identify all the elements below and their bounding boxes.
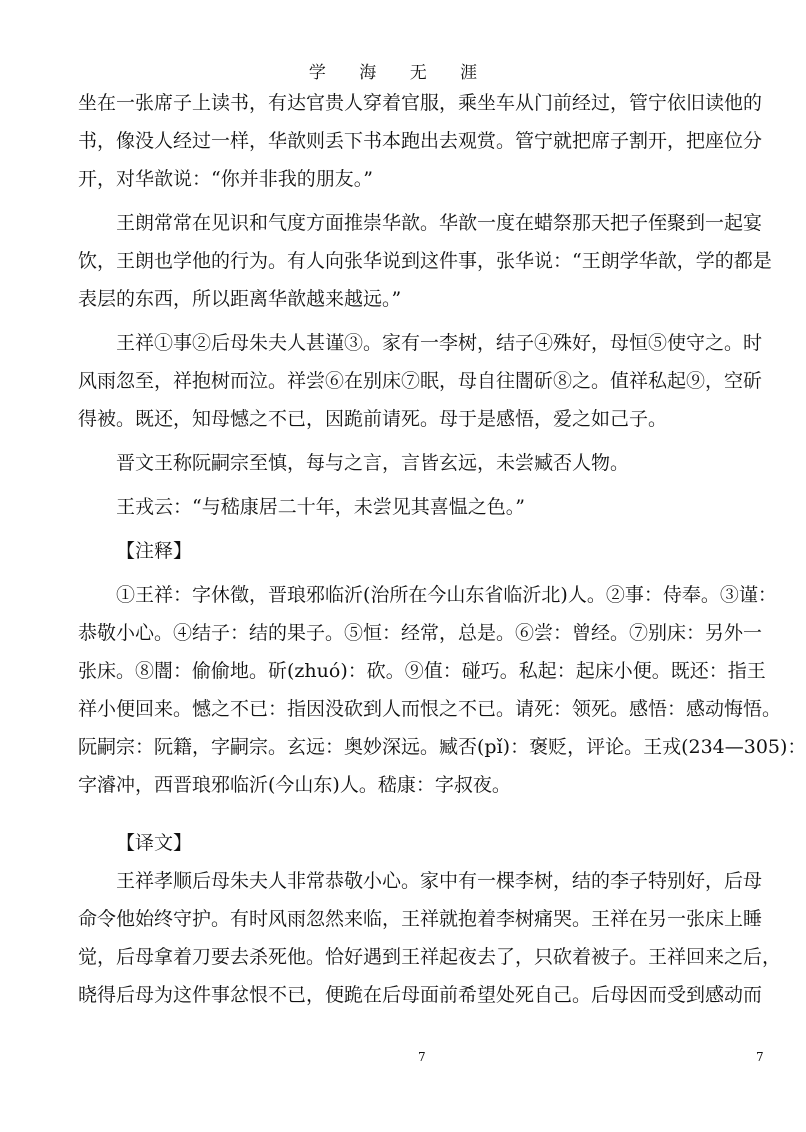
text-line: 坐在一张席子上读书，有达官贵人穿着官服，乘坐车从门前经过，管宁依旧读他的: [78, 92, 763, 114]
text-line: 晓得后母为这件事忿恨不已，便跪在后母面前希望处死自己。后母因而受到感动而: [78, 984, 763, 1006]
text-line: 表层的东西，所以距离华歆越来越远。”: [78, 288, 402, 310]
text-line: 开，对华歆说：“你并非我的朋友。”: [78, 168, 373, 190]
paragraph-start: 王朗常常在见识和气度方面推崇华歆。华歆一度在蜡祭那天把子侄聚到一起宴: [116, 212, 763, 234]
paragraph-start: 晋文王称阮嗣宗至慎，每与之言，言皆玄远，未尝臧否人物。: [116, 452, 630, 474]
text-line: 风雨忽至，祥抱树而泣。祥尝⑥在别床⑦眠，母自往闇斫⑧之。值祥私起⑨，空斫: [78, 370, 763, 392]
page-header-title: 学 海 无 涯: [308, 63, 492, 83]
paragraph-start: 王祥①事②后母朱夫人甚谨③。家有一李树，结子④殊好，母恒⑤使守之。时: [116, 332, 763, 354]
text-line: 恭敬小心。④结子：结的果子。⑤恒：经常，总是。⑥尝：曾经。⑦别床：另外一: [78, 622, 763, 644]
text-line: 觉，后母拿着刀要去杀死他。恰好遇到王祥起夜去了，只砍着被子。王祥回来之后，: [78, 946, 782, 968]
text-line: 饮，王朗也学他的行为。有人向张华说到这件事，张华说：“王朗学华歆，学的都是: [78, 250, 772, 272]
section-heading-translation: 【译文】: [116, 832, 193, 854]
text-line: 祥小便回来。憾之不已：指因没砍到人而恨之不已。请死：领死。感悟：感动悔悟。: [78, 698, 782, 720]
text-line: 得被。既还，知母憾之不已，因跪前请死。母于是感悟，爱之如己子。: [78, 408, 668, 430]
paragraph-start: 王戎云：“与嵇康居二十年，未尝见其喜愠之色。”: [116, 496, 525, 518]
paragraph-start: ①王祥：字休徵，晋琅邪临沂(治所在今山东省临沂北)人。②事：侍奉。③谨：: [116, 584, 777, 606]
text-line: 字濬冲，西晋琅邪临沂(今山东)人。嵇康：字叔夜。: [78, 774, 511, 796]
text-line: 命令他始终守护。有时风雨忽然来临，王祥就抱着李树痛哭。王祥在另一张床上睡: [78, 908, 763, 930]
section-heading-notes: 【注释】: [116, 540, 193, 562]
page-number-right: 7: [756, 1050, 764, 1064]
page-number-center: 7: [418, 1050, 426, 1064]
text-line: 张床。⑧闇：偷偷地。斫(zhuó)：砍。⑨值：碰巧。私起：起床小便。既还：指王: [78, 660, 766, 682]
document-body: [78, 84, 806, 1014]
text-line: 书，像没人经过一样，华歆则丢下书本跑出去观赏。管宁就把席子割开，把座位分: [78, 130, 763, 152]
text-line: 阮嗣宗：阮籍，字嗣宗。玄远：奥妙深远。臧否(pǐ)：褒贬，评论。王戎(234—305)：: [78, 736, 806, 758]
paragraph-start: 王祥孝顺后母朱夫人非常恭敬小心。家中有一棵李树，结的李子特别好，后母: [116, 870, 763, 892]
